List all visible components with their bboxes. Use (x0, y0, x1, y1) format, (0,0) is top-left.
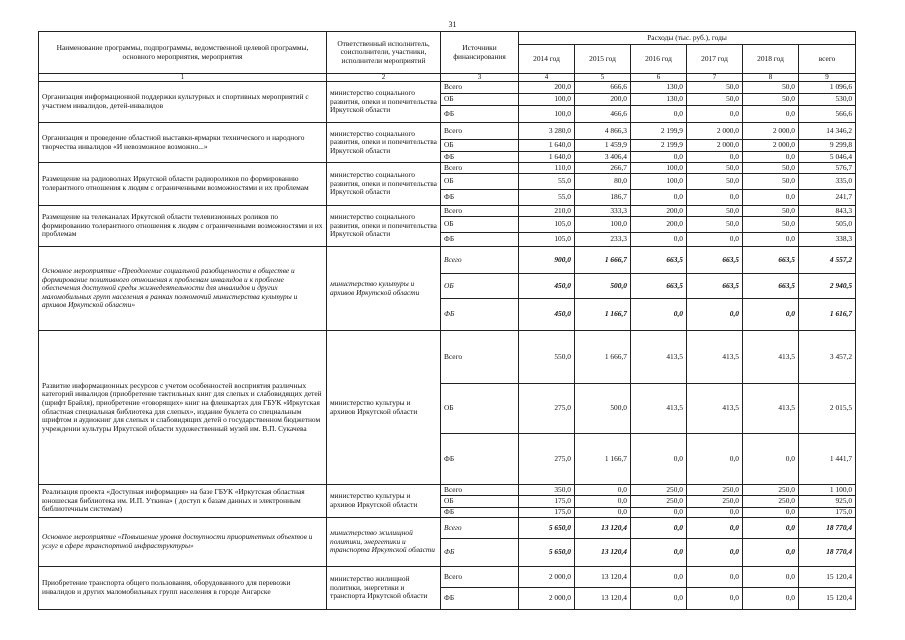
amount-cell: 0,0 (743, 567, 799, 588)
amount-cell: 0,0 (743, 518, 799, 539)
activity-name: Приобретение транспорта общего пользования, оборудованного для перевозки инвалидов и других маломобильных групп населения в городе Ангарске (39, 567, 327, 610)
total-cell: 335,0 (799, 174, 856, 190)
amount-cell: 50,0 (687, 217, 743, 233)
executor: министерство социального развития, опеки и попечительства Иркутской области (327, 82, 441, 123)
amount-cell: 80,0 (575, 174, 631, 190)
amount-cell: 0,0 (687, 508, 743, 518)
amount-cell: 250,0 (743, 485, 799, 496)
amount-cell: 175,0 (519, 508, 575, 518)
financing-source: Всего (441, 247, 519, 274)
amount-cell: 0,0 (743, 106, 799, 123)
total-cell: 18 770,4 (799, 518, 856, 539)
executor: министерство социального развития, опеки и попечительства Иркутской области (327, 123, 441, 163)
financing-source: Всего (441, 163, 519, 174)
amount-cell: 200,0 (519, 82, 575, 94)
table-row (39, 163, 856, 174)
amount-cell: 0,0 (631, 190, 687, 206)
executor: министерство культуры и архивов Иркутской области (327, 247, 441, 331)
executor: министерство жилищной политики, энергетики и транспорта Иркутской области (327, 567, 441, 610)
amount-cell: 13 120,4 (575, 518, 631, 539)
total-cell: 9 299,8 (799, 140, 856, 152)
table-row (39, 331, 856, 384)
amount-cell: 0,0 (687, 539, 743, 567)
amount-cell: 50,0 (687, 206, 743, 217)
total-cell: 530,0 (799, 94, 856, 106)
amount-cell: 0,0 (743, 299, 799, 331)
total-cell: 925,0 (799, 496, 856, 508)
total-cell: 1 441,7 (799, 434, 856, 485)
amount-cell: 2 000,0 (519, 588, 575, 610)
amount-cell: 1 640,0 (519, 140, 575, 152)
executor: министерство культуры и архивов Иркутской области (327, 485, 441, 518)
column-number: 5 (575, 74, 631, 82)
amount-cell: 0,0 (631, 588, 687, 610)
amount-cell: 663,5 (743, 247, 799, 274)
financing-source: ФБ (441, 190, 519, 206)
amount-cell: 1 166,7 (575, 299, 631, 331)
amount-cell: 0,0 (631, 518, 687, 539)
amount-cell: 0,0 (575, 485, 631, 496)
amount-cell: 250,0 (687, 485, 743, 496)
amount-cell: 13 120,4 (575, 588, 631, 610)
activity-name: Реализация проекта «Доступная информация» на базе ГБУК «Иркутская областная юношеская библиотека им. И.П. Уткина» ( доступ к базам данных и электронным библиотечным системам) (39, 485, 327, 518)
amount-cell: 233,3 (575, 233, 631, 247)
amount-cell: 500,0 (575, 274, 631, 299)
amount-cell: 2 000,0 (743, 123, 799, 140)
amount-cell: 50,0 (743, 217, 799, 233)
amount-cell: 3 406,4 (575, 152, 631, 163)
amount-cell: 200,0 (575, 94, 631, 106)
amount-cell: 450,0 (519, 299, 575, 331)
executor: министерство социального развития, опеки и попечительства Иркутской области (327, 206, 441, 247)
amount-cell: 275,0 (519, 384, 575, 434)
total-cell: 2 940,5 (799, 274, 856, 299)
table-row (39, 247, 856, 274)
amount-cell: 0,0 (687, 190, 743, 206)
financing-source: ФБ (441, 539, 519, 567)
amount-cell: 0,0 (631, 299, 687, 331)
table-row (39, 485, 856, 496)
amount-cell: 50,0 (743, 163, 799, 174)
total-cell: 843,3 (799, 206, 856, 217)
amount-cell: 0,0 (743, 508, 799, 518)
header-expenses: Расходы (тыс. руб.), годы (519, 32, 856, 45)
total-cell: 5 046,4 (799, 152, 856, 163)
amount-cell: 266,7 (575, 163, 631, 174)
amount-cell: 13 120,4 (575, 567, 631, 588)
total-cell: 18 770,4 (799, 539, 856, 567)
amount-cell: 0,0 (743, 588, 799, 610)
column-number: 1 (39, 74, 327, 82)
amount-cell: 2 000,0 (687, 123, 743, 140)
column-number: 4 (519, 74, 575, 82)
amount-cell: 0,0 (687, 299, 743, 331)
financing-source: ФБ (441, 299, 519, 331)
column-number: 6 (631, 74, 687, 82)
financing-source: Всего (441, 123, 519, 140)
amount-cell: 105,0 (519, 217, 575, 233)
amount-cell: 0,0 (743, 152, 799, 163)
amount-cell: 0,0 (631, 539, 687, 567)
amount-cell: 5 650,0 (519, 539, 575, 567)
executor: министерство жилищной политики, энергетики и транспорта Иркутской области (327, 518, 441, 567)
financing-source: Всего (441, 518, 519, 539)
amount-cell: 0,0 (687, 567, 743, 588)
amount-cell: 0,0 (575, 496, 631, 508)
amount-cell: 0,0 (743, 233, 799, 247)
amount-cell: 0,0 (687, 434, 743, 485)
financing-source: Всего (441, 567, 519, 588)
total-cell: 1 096,6 (799, 82, 856, 94)
amount-cell: 0,0 (743, 539, 799, 567)
amount-cell: 4 866,3 (575, 123, 631, 140)
financing-source: Всего (441, 82, 519, 94)
amount-cell: 663,5 (631, 274, 687, 299)
amount-cell: 0,0 (743, 434, 799, 485)
total-cell: 2 015,5 (799, 384, 856, 434)
total-cell: 505,0 (799, 217, 856, 233)
amount-cell: 55,0 (519, 190, 575, 206)
amount-cell: 663,5 (687, 274, 743, 299)
financing-source: ФБ (441, 106, 519, 123)
table-row (39, 206, 856, 217)
amount-cell: 550,0 (519, 331, 575, 384)
amount-cell: 100,0 (631, 163, 687, 174)
executor: министерство социального развития, опеки и попечительства Иркутской области (327, 163, 441, 206)
amount-cell: 0,0 (743, 190, 799, 206)
column-number: 2 (327, 74, 441, 82)
amount-cell: 663,5 (743, 274, 799, 299)
amount-cell: 3 280,0 (519, 123, 575, 140)
total-cell: 175,0 (799, 508, 856, 518)
amount-cell: 0,0 (687, 152, 743, 163)
activity-name: Основное мероприятие «Преодоление социальной разобщенности в обществе и формирование позитивного отношения к проблемам инвалидов и к проблеме обеспечения доступной среды жизнедеятельности для инвалидов и других маломобильных групп населения в рамках полномочий министерства культуры и архивов Иркутской области» (39, 247, 327, 331)
total-cell: 241,7 (799, 190, 856, 206)
amount-cell: 13 120,4 (575, 539, 631, 567)
financing-source: ФБ (441, 508, 519, 518)
amount-cell: 0,0 (631, 434, 687, 485)
header-total: всего (799, 45, 856, 74)
amount-cell: 186,7 (575, 190, 631, 206)
amount-cell: 250,0 (631, 485, 687, 496)
amount-cell: 110,0 (519, 163, 575, 174)
column-number: 9 (799, 74, 856, 82)
amount-cell: 200,0 (631, 217, 687, 233)
financing-source: ФБ (441, 152, 519, 163)
amount-cell: 1 666,7 (575, 247, 631, 274)
amount-cell: 175,0 (519, 496, 575, 508)
amount-cell: 250,0 (743, 496, 799, 508)
financing-source: ОБ (441, 496, 519, 508)
amount-cell: 130,0 (631, 82, 687, 94)
amount-cell: 0,0 (631, 567, 687, 588)
column-number: 3 (441, 74, 519, 82)
amount-cell: 0,0 (631, 106, 687, 123)
financing-source: ФБ (441, 434, 519, 485)
amount-cell: 50,0 (687, 174, 743, 190)
table-row (39, 518, 856, 539)
amount-cell: 250,0 (631, 496, 687, 508)
amount-cell: 0,0 (687, 518, 743, 539)
amount-cell: 2 000,0 (519, 567, 575, 588)
column-numbers-row (39, 74, 856, 82)
header-year: 2017 год (687, 45, 743, 74)
table-row (39, 82, 856, 94)
total-cell: 566,6 (799, 106, 856, 123)
financing-source: ФБ (441, 233, 519, 247)
total-cell: 1 616,7 (799, 299, 856, 331)
activity-name: Размещение на радиоволнах Иркутской области радиороликов по формированию толерантного отношения к людям с ограниченными возможностями и их проблемам (39, 163, 327, 206)
amount-cell: 663,5 (631, 247, 687, 274)
financing-source: ОБ (441, 140, 519, 152)
amount-cell: 333,3 (575, 206, 631, 217)
financing-source: Всего (441, 206, 519, 217)
amount-cell: 50,0 (743, 174, 799, 190)
budget-table (38, 31, 856, 610)
amount-cell: 413,5 (631, 384, 687, 434)
column-number: 7 (687, 74, 743, 82)
amount-cell: 50,0 (687, 82, 743, 94)
amount-cell: 663,5 (687, 247, 743, 274)
header-executor: Ответственный исполнитель, соисполнители, участники, исполнители мероприятий (327, 32, 441, 74)
total-cell: 4 557,2 (799, 247, 856, 274)
financing-source: ОБ (441, 174, 519, 190)
amount-cell: 105,0 (519, 233, 575, 247)
activity-name: Организация и проведение областной выставки-ярмарки технического и народного творчества инвалидов «И невозможное возможно...» (39, 123, 327, 163)
amount-cell: 413,5 (743, 331, 799, 384)
amount-cell: 900,0 (519, 247, 575, 274)
amount-cell: 1 666,7 (575, 331, 631, 384)
amount-cell: 50,0 (743, 206, 799, 217)
amount-cell: 0,0 (631, 233, 687, 247)
amount-cell: 250,0 (687, 496, 743, 508)
amount-cell: 2 199,9 (631, 140, 687, 152)
amount-cell: 413,5 (743, 384, 799, 434)
header-year: 2014 год (519, 45, 575, 74)
amount-cell: 450,0 (519, 274, 575, 299)
total-cell: 3 457,2 (799, 331, 856, 384)
financing-source: ФБ (441, 588, 519, 610)
amount-cell: 1 640,0 (519, 152, 575, 163)
activity-name: Размещение на телеканалах Иркутской области телевизионных роликов по формированию толерантного отношения к людям с ограниченными возможностями и их проблемам (39, 206, 327, 247)
amount-cell: 0,0 (575, 508, 631, 518)
amount-cell: 0,0 (687, 233, 743, 247)
financing-source: Всего (441, 331, 519, 384)
amount-cell: 1 166,7 (575, 434, 631, 485)
activity-name: Основное мероприятие «Повышение уровня доступности приоритетных объектов и услуг в сфере транспортной инфраструктуры» (39, 518, 327, 567)
total-cell: 15 120,4 (799, 567, 856, 588)
amount-cell: 5 650,0 (519, 518, 575, 539)
amount-cell: 200,0 (631, 206, 687, 217)
financing-source: ОБ (441, 274, 519, 299)
amount-cell: 0,0 (631, 152, 687, 163)
financing-source: ОБ (441, 384, 519, 434)
amount-cell: 100,0 (575, 217, 631, 233)
amount-cell: 1 459,9 (575, 140, 631, 152)
amount-cell: 50,0 (687, 94, 743, 106)
amount-cell: 500,0 (575, 384, 631, 434)
total-cell: 1 100,0 (799, 485, 856, 496)
amount-cell: 0,0 (687, 588, 743, 610)
page-number: 31 (448, 20, 457, 29)
header-year: 2015 год (575, 45, 631, 74)
amount-cell: 130,0 (631, 94, 687, 106)
header-name: Наименование программы, подпрограммы, ведомственной целевой программы, основного мероприятия, мероприятия (39, 32, 327, 74)
table-body (39, 82, 856, 610)
header-year: 2016 год (631, 45, 687, 74)
activity-name: Развитие информационных ресурсов с учетом особенностей восприятия различных категорий инвалидов (приобретение тактильных книг для слепых и слабовидящих детей (шрифт Брайля), приобретение «говорящих» книг на флешкартах для ГБУК «Иркутская областная специальная библиотека для слепых», издание буклета со специальным шрифтом и аудиокниг для слепых и слабовидящих детей о государственном бюджетном учреждении культуры Иркутской области художественный музей им. В.П. Сукачева (39, 331, 327, 485)
amount-cell: 55,0 (519, 174, 575, 190)
amount-cell: 2 000,0 (687, 140, 743, 152)
activity-name: Организация информационной поддержки культурных и спортивных мероприятий с участием инвалидов, детей-инвалидов (39, 82, 327, 123)
amount-cell: 100,0 (519, 94, 575, 106)
amount-cell: 210,0 (519, 206, 575, 217)
amount-cell: 0,0 (687, 106, 743, 123)
amount-cell: 2 000,0 (743, 140, 799, 152)
column-number: 8 (743, 74, 799, 82)
amount-cell: 50,0 (687, 163, 743, 174)
amount-cell: 100,0 (519, 106, 575, 123)
financing-source: ОБ (441, 94, 519, 106)
amount-cell: 275,0 (519, 434, 575, 485)
financing-source: Всего (441, 485, 519, 496)
table-row (39, 123, 856, 140)
amount-cell: 413,5 (687, 384, 743, 434)
header-year: 2018 год (743, 45, 799, 74)
amount-cell: 350,0 (519, 485, 575, 496)
table-row (39, 567, 856, 588)
amount-cell: 2 199,9 (631, 123, 687, 140)
amount-cell: 0,0 (631, 508, 687, 518)
amount-cell: 100,0 (631, 174, 687, 190)
amount-cell: 413,5 (687, 331, 743, 384)
executor: министерство культуры и архивов Иркутской области (327, 331, 441, 485)
amount-cell: 50,0 (743, 82, 799, 94)
financing-source: ОБ (441, 217, 519, 233)
amount-cell: 50,0 (743, 94, 799, 106)
total-cell: 576,7 (799, 163, 856, 174)
total-cell: 14 346,2 (799, 123, 856, 140)
amount-cell: 413,5 (631, 331, 687, 384)
total-cell: 338,3 (799, 233, 856, 247)
total-cell: 15 120,4 (799, 588, 856, 610)
amount-cell: 666,6 (575, 82, 631, 94)
amount-cell: 466,6 (575, 106, 631, 123)
header-source: Источники финансирования (441, 32, 519, 74)
